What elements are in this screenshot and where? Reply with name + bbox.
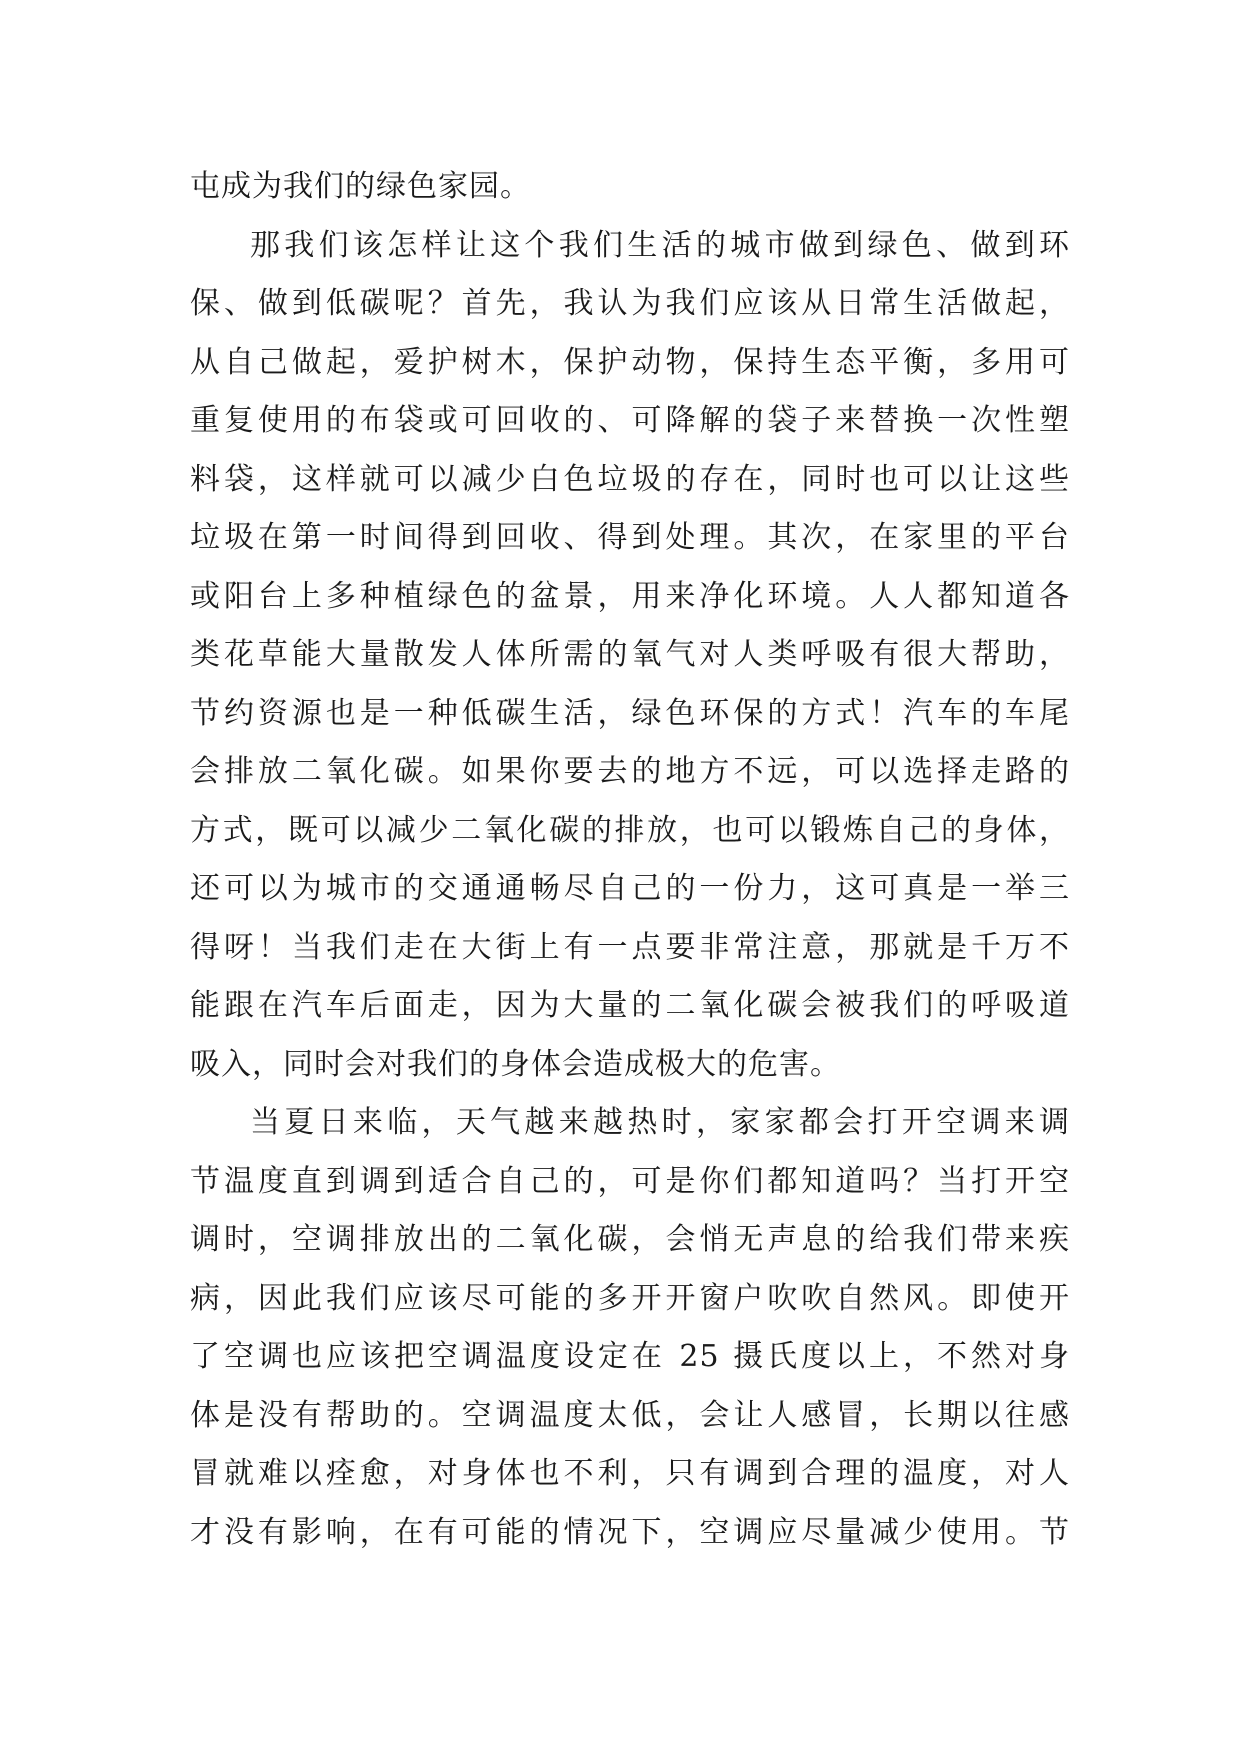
text-line: 节约资源也是一种低碳生活，绿色环保的方式！汽车的车尾 — [190, 695, 1070, 731]
text-line: 节温度直到调到适合自己的，可是你们都知道吗？当打开空 — [190, 1163, 1070, 1199]
text-line: 还可以为城市的交通通畅尽自己的一份力，这可真是一举三 — [190, 871, 1070, 906]
text-line: 了空调也应该把空调温度设定在 25 摄氏度以上，不然对身 — [190, 1339, 1070, 1374]
text-line: 冒就难以痊愈，对身体也不利，只有调到合理的温度，对人 — [190, 1456, 1070, 1491]
text-line: 从自己做起，爱护树木，保护动物，保持生态平衡，多用可 — [190, 344, 1070, 380]
text-line: 料袋，这样就可以减少白色垃圾的存在，同时也可以让这些 — [190, 461, 1070, 497]
text-line: 吸入，同时会对我们的身体会造成极大的危害。 — [190, 1046, 841, 1082]
text-line: 会排放二氧化碳。如果你要去的地方不远，可以选择走路的 — [190, 754, 1070, 789]
text-line: 调时，空调排放出的二氧化碳，会悄无声息的给我们带来疾 — [190, 1222, 1070, 1257]
body-text — [190, 158, 1070, 1562]
text-line: 当夏日来临，天气越来越热时，家家都会打开空调来调 — [250, 1105, 1070, 1140]
text-line: 屯成为我们的绿色家园。 — [190, 169, 531, 204]
text-line: 那我们该怎样让这个我们生活的城市做到绿色、做到环 — [250, 227, 1070, 263]
text-line: 保、做到低碳呢？首先，我认为我们应该从日常生活做起， — [190, 286, 1070, 321]
text-line: 类花草能大量散发人体所需的氧气对人类呼吸有很大帮助， — [190, 637, 1070, 672]
text-line: 病，因此我们应该尽可能的多开开窗户吹吹自然风。即使开 — [190, 1280, 1070, 1316]
text-line: 能跟在汽车后面走，因为大量的二氧化碳会被我们的呼吸道 — [190, 988, 1070, 1023]
text-line: 方式，既可以减少二氧化碳的排放，也可以锻炼自己的身体， — [190, 812, 1070, 848]
text-line: 体是没有帮助的。空调温度太低，会让人感冒，长期以往感 — [190, 1397, 1070, 1433]
text-line: 垃圾在第一时间得到回收、得到处理。其次，在家里的平台 — [190, 520, 1070, 555]
text-line: 得呀！当我们走在大街上有一点要非常注意，那就是千万不 — [190, 929, 1070, 965]
text-line: 重复使用的布袋或可回收的、可降解的袋子来替换一次性塑 — [190, 403, 1070, 438]
text-line: 才没有影响，在有可能的情况下，空调应尽量减少使用。节 — [190, 1514, 1070, 1550]
text-line: 或阳台上多种植绿色的盆景，用来净化环境。人人都知道各 — [190, 578, 1070, 614]
